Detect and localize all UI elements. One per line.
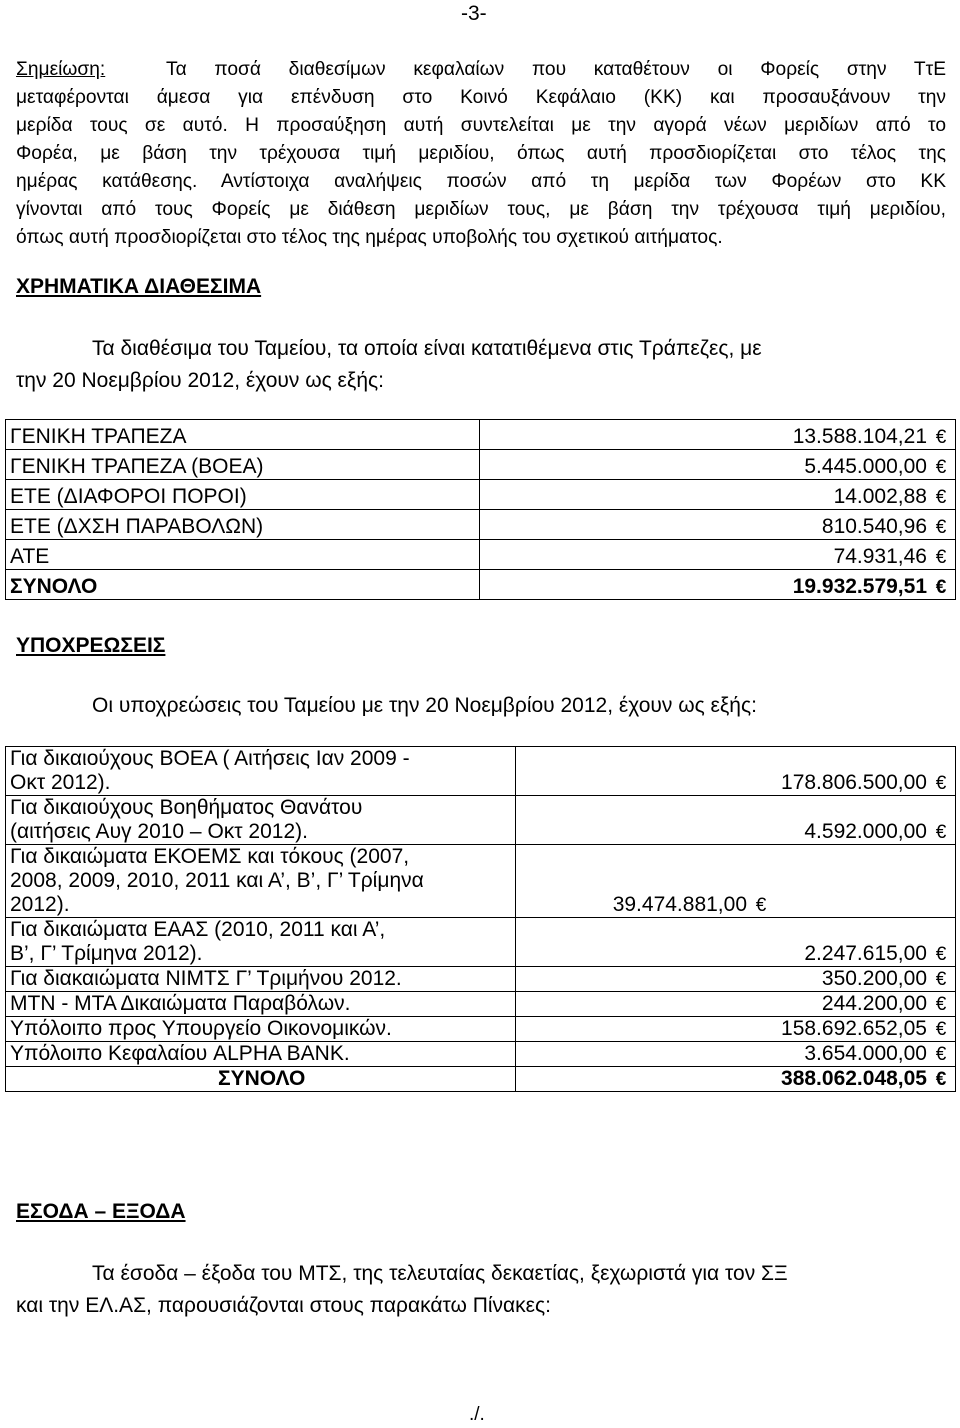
table-row: [6, 747, 956, 796]
bank-name: ΓΕΝΙΚΗ ΤΡΑΠΕΖΑ: [6, 420, 480, 450]
euro-icon: €: [935, 577, 947, 598]
euro-icon: €: [935, 944, 947, 965]
liabilities-intro: Οι υποχρεώσεις του Ταμείου με την 20 Νοεμβρίου 2012, έχουν ως εξής:: [92, 694, 757, 717]
bank-amount: 810.540,96 €: [480, 510, 956, 540]
note-line: όπως αυτή προσδιορίζεται στο τέλος της ημέρας υποβολής του σχετικού αιτήματος.: [16, 227, 723, 248]
liability-description: Για δικαιώματα ΕΑΑΣ (2010, 2011 και Α’, Β’, Γ’ Τρίμηνα 2012).: [6, 918, 516, 967]
income-heading: ΕΣΟΔΑ – ΕΞΟΔΑ: [16, 1200, 186, 1223]
table-row-total: [6, 570, 956, 600]
liabilities-total-amount: 388.062.048,05 €: [516, 1067, 956, 1092]
liability-description: Υπόλοιπο Κεφαλαίου ALPHA BANK.: [6, 1042, 516, 1067]
euro-icon: €: [935, 994, 947, 1015]
note-line: ημέρας κατάθεσης. Αντίστοιχα αναλήψεις ποσών από τη μερίδα των Φορέων στο ΚΚ: [16, 171, 946, 192]
table-row: [6, 967, 956, 992]
bank-amount: 13.588.104,21 €: [480, 420, 956, 450]
cash-intro: Τα διαθέσιμα του Ταμείου, τα οποία είναι κατατιθέμενα στις Τράπεζες, με την 20 Νοεμβρίου 2012, έχουν ως εξής:: [16, 337, 762, 392]
note-label: Σημείωση:: [16, 59, 106, 80]
euro-icon: €: [935, 487, 947, 508]
euro-icon: €: [935, 427, 947, 448]
bank-amount: 74.931,46 €: [480, 540, 956, 570]
table-row: [6, 510, 956, 540]
bank-name: ΕΤΕ (ΔΙΑΦΟΡΟΙ ΠΟΡΟΙ): [6, 480, 480, 510]
liability-description: Για δικαιώματα ΕΚΟΕΜΣ και τόκους (2007, 2008, 2009, 2010, 2011 και Α’, Β’, Γ’ Τρίμηνα 2012).: [6, 845, 516, 918]
liability-description: Για δικαιούχους ΒΟΕΑ ( Αιτήσεις Ιαν 2009 - Οκτ 2012).: [6, 747, 516, 796]
note-line: μερίδα τους σε αυτό. Η προσαύξηση αυτή συντελείται με την αγορά νέων μεριδίων από το: [16, 115, 946, 136]
liability-description: Υπόλοιπο προς Υπουργείο Οικονομικών.: [6, 1017, 516, 1042]
table-row: [6, 1042, 956, 1067]
table-row: [6, 918, 956, 967]
table-row: [6, 420, 956, 450]
income-paragraph: Τα έσοδα – έξοδα του ΜΤΣ, της τελευταίας δεκαετίας, ξεχωριστά για τον ΣΞ και την ΕΛ.ΑΣ, παρουσιάζονται στους παρακάτω Πίνακες:: [16, 1262, 788, 1317]
table-row: [6, 480, 956, 510]
liability-amount: 158.692.652,05 €: [516, 1017, 956, 1042]
cash-table: [5, 419, 956, 600]
note-line: μεταφέρονται άμεσα για επένδυση στο Κοινό Κεφάλαιο (ΚΚ) και προσαυξάνουν την: [16, 87, 946, 108]
liability-amount: 39.474.881,00 €: [516, 845, 956, 918]
liability-amount: 350.200,00 €: [516, 967, 956, 992]
euro-icon: €: [935, 517, 947, 538]
table-row: [6, 540, 956, 570]
table-row: [6, 992, 956, 1017]
table-row: [6, 1017, 956, 1042]
table-row: [6, 796, 956, 845]
bank-name: ΑΤΕ: [6, 540, 480, 570]
euro-icon: €: [935, 822, 947, 843]
table-row: [6, 450, 956, 480]
euro-icon: €: [935, 1019, 947, 1040]
liability-description: Για διακαιώματα ΝΙΜΤΣ Γ’ Τριμήνου 2012.: [6, 967, 516, 992]
liabilities-total-label: ΣΥΝΟΛΟ: [6, 1067, 516, 1092]
euro-icon: €: [935, 1044, 947, 1065]
cash-heading: ΧΡΗΜΑΤΙΚΑ ΔΙΑΘΕΣΙΜΑ: [16, 275, 262, 298]
bank-name: ΕΤΕ (ΔΧΣΗ ΠΑΡΑΒΟΛΩΝ): [6, 510, 480, 540]
note-line: Σημείωση: Τα ποσά διαθεσίμων κεφαλαίων που καταθέτουν οι Φορείς στην ΤτΕ: [16, 56, 946, 84]
page-number: -3-: [461, 2, 487, 25]
cash-total-label: ΣΥΝΟΛΟ: [6, 570, 480, 600]
liability-description: ΜΤΝ - ΜΤΑ Δικαιώματα Παραβόλων.: [6, 992, 516, 1017]
liabilities-heading: ΥΠΟΧΡΕΩΣΕΙΣ: [16, 634, 166, 657]
bank-name: ΓΕΝΙΚΗ ΤΡΑΠΕΖΑ (ΒΟΕΑ): [6, 450, 480, 480]
euro-icon: €: [935, 547, 947, 568]
liability-amount: 178.806.500,00 €: [516, 747, 956, 796]
liability-amount: 244.200,00 €: [516, 992, 956, 1017]
cash-total-amount: 19.932.579,51 €: [480, 570, 956, 600]
liability-description: Για δικαιούχους Βοηθήματος Θανάτου (αιτήσεις Αυγ 2010 – Οκτ 2012).: [6, 796, 516, 845]
table-row-total: [6, 1067, 956, 1092]
liabilities-table: [5, 746, 956, 1092]
note-line: γίνονται από τους Φορείς με διάθεση μεριδίων τους, με βάση την τρέχουσα τιμή μεριδίου,: [16, 199, 946, 220]
euro-icon: €: [935, 773, 947, 794]
note-paragraph: [16, 56, 946, 252]
bank-amount: 5.445.000,00 €: [480, 450, 956, 480]
table-row: [6, 845, 956, 918]
liability-amount: 3.654.000,00 €: [516, 1042, 956, 1067]
liability-amount: 2.247.615,00 €: [516, 918, 956, 967]
euro-icon: €: [935, 457, 947, 478]
note-line: Φορέα, με βάση την τρέχουσα τιμή μεριδίου, όπως αυτή προσδιορίζεται στο τέλος της: [16, 143, 946, 164]
euro-icon: €: [935, 969, 947, 990]
liability-amount: 4.592.000,00 €: [516, 796, 956, 845]
bank-amount: 14.002,88 €: [480, 480, 956, 510]
euro-icon: €: [935, 1069, 947, 1090]
euro-icon: €: [755, 895, 767, 916]
page-footer: ./.: [469, 1404, 485, 1425]
